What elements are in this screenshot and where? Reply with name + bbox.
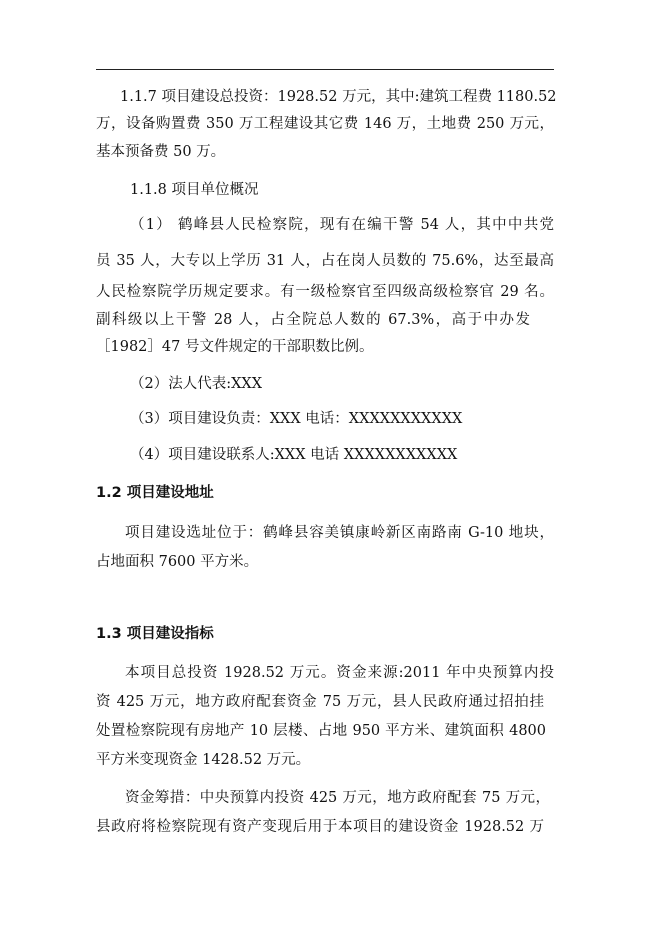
paragraph-line: 1.1.7 项目建设总投资：1928.52 万元，其中:建筑工程费 1180.52 — [120, 89, 557, 105]
paragraph-line: 县政府将检察院现有资产变现后用于本项目的建设资金 1928.52 万 — [96, 819, 544, 835]
paragraph-line: 处置检察院现有房地产 10 层楼、占地 950 平方米、建筑面积 4800 — [96, 723, 546, 739]
paragraph-line: 人民检察院学历规定要求。有一级检察官至四级高级检察官 29 名。 — [96, 284, 554, 300]
paragraph-line: ［1982］47 号文件规定的干部职数比例。 — [96, 339, 374, 355]
paragraph-line: 基本预备费 50 万。 — [96, 144, 226, 160]
paragraph-line: 副科级以上干警 28 人，占全院总人数的 67.3%，高于中办发 — [96, 312, 530, 328]
paragraph-line: 本项目总投资 1928.52 万元。资金来源:2011 年中央预算内投 — [125, 665, 554, 681]
list-item-legal-representative: （2）法人代表:XXX — [130, 376, 263, 392]
paragraph-line: 员 35 人，大专以上学历 31 人，占在岗人员数的 75.6%，达至最高 — [96, 253, 554, 269]
section-heading: 1.3 项目建设指标 — [96, 626, 214, 642]
section-heading: 1.2 项目建设地址 — [96, 485, 214, 501]
paragraph-line: 万，设备购置费 350 万工程建设其它费 146 万，土地费 250 万元， — [96, 116, 554, 132]
paragraph-line: 资金筹措：中央预算内投资 425 万元，地方政府配套 75 万元， — [125, 790, 550, 806]
paragraph-line: （1） 鹤峰县人民检察院，现有在编干警 54 人，其中中共党 — [130, 217, 554, 233]
paragraph-line: 资 425 万元，地方政府配套资金 75 万元，县人民政府通过招拍挂 — [96, 694, 544, 710]
paragraph-line: 平方米变现资金 1428.52 万元。 — [96, 752, 311, 768]
header-rule — [96, 69, 554, 70]
subsection-title: 1.1.8 项目单位概况 — [130, 182, 259, 198]
paragraph-line: 占地面积 7600 平方米。 — [96, 554, 259, 570]
paragraph-line: 项目建设选址位于：鹤峰县容美镇康岭新区南路南 G-10 地块， — [125, 525, 554, 541]
list-item-project-manager: （3）项目建设负责：XXX 电话：XXXXXXXXXXX — [130, 411, 463, 427]
list-item-project-contact: （4）项目建设联系人:XXX 电话 XXXXXXXXXXX — [130, 447, 458, 463]
